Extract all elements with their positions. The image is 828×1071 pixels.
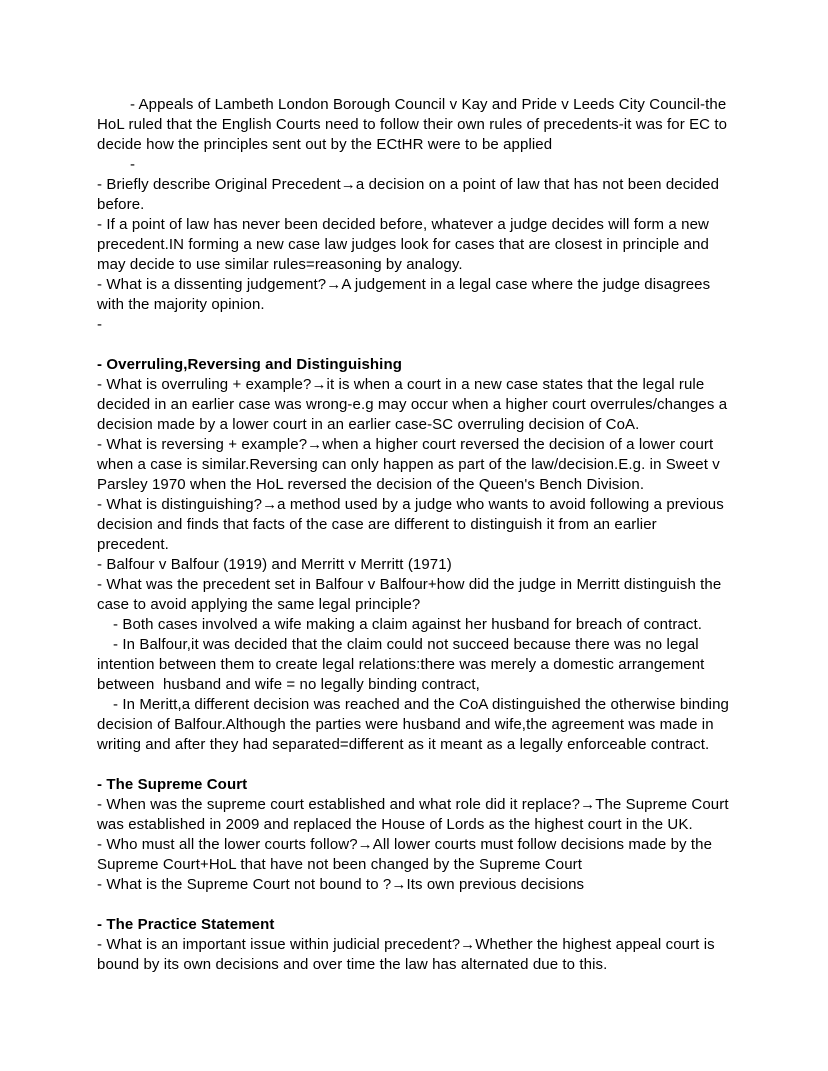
blank-line [97,895,730,915]
paragraph: - What is distinguishing?→a method used by a judge who wants to avoid following a previous decision and finds that facts of the case are different to distinguish it from an earlier precedent. [97,496,729,553]
paragraph: - In Meritt,a different decision was reached and the CoA distinguished the otherwise binding decision of Balfour.Although the parties were husband and wife,the agreement was made in writing and after they had separated=different as it meant as a legally enforceable contract. [97,696,734,753]
paragraph: - Who must all the lower courts follow?→All lower courts must follow decisions made by the Supreme Court+HoL that have not been changed by the Supreme Court [97,836,717,873]
paragraph: - If a point of law has never been decided before, whatever a judge decides will form a new precedent.IN forming a new case law judges look for cases that are closest in principle and may decide to use similar rules=reasoning by analogy. [97,216,714,273]
paragraph: - What is overruling + example?→it is when a court in a new case states that the legal rule decided in an earlier case was wrong-e.g may occur when a higher court overrules/changes a decision made by a lower court in an earlier case-SC overruling decision of CoA. [97,376,732,433]
blank-line [97,755,730,775]
paragraph: - Both cases involved a wife making a claim against her husband for breach of contract. [113,616,703,633]
document-body [97,95,734,975]
paragraph: - What was the precedent set in Balfour v Balfour+how did the judge in Merritt distinguish the case to avoid applying the same legal principle? [97,576,726,613]
paragraph: - Briefly describe Original Precedent→a decision on a point of law that has not been decided before. [97,176,724,213]
paragraph: - When was the supreme court established and what role did it replace?→The Supreme Court was established in 2009 and replaced the House of Lords as the highest court in the UK. [97,796,733,833]
paragraph: - Appeals of Lambeth London Borough Council v Kay and Pride v Leeds City Council-the HoL ruled that the English Courts need to follow their own rules of precedents-it was for EC to decide how the principles sent out by the ECtHR were to be applied [97,96,732,153]
paragraph: - What is the Supreme Court not bound to ?→Its own previous decisions [97,876,585,893]
paragraph: - [130,156,136,173]
section-heading: - The Practice Statement [97,916,275,933]
blank-line [97,335,730,355]
section-heading: - The Supreme Court [97,776,248,793]
section-heading: - Overruling,Reversing and Distinguishing [97,356,402,373]
paragraph: - Balfour v Balfour (1919) and Merritt v Merritt (1971) [97,556,452,573]
paragraph: - What is an important issue within judicial precedent?→Whether the highest appeal court is bound by its own decisions and over time the law has alternated due to this. [97,936,720,973]
paragraph: - [97,316,103,333]
paragraph: - What is reversing + example?→when a higher court reversed the decision of a lower court when a case is similar.Reversing can only happen as part of the law/decision.E.g. in Sweet v Parsley 1970 when the HoL reversed the decision of the Queen's Bench Division. [97,436,725,493]
paragraph: - In Balfour,it was decided that the claim could not succeed because there was no legal intention between them to create legal relations:there was merely a domestic arrangement between husband and wife = no legally binding contract, [97,636,709,693]
paragraph: - What is a dissenting judgement?→A judgement in a legal case where the judge disagrees with the majority opinion. [97,276,715,313]
